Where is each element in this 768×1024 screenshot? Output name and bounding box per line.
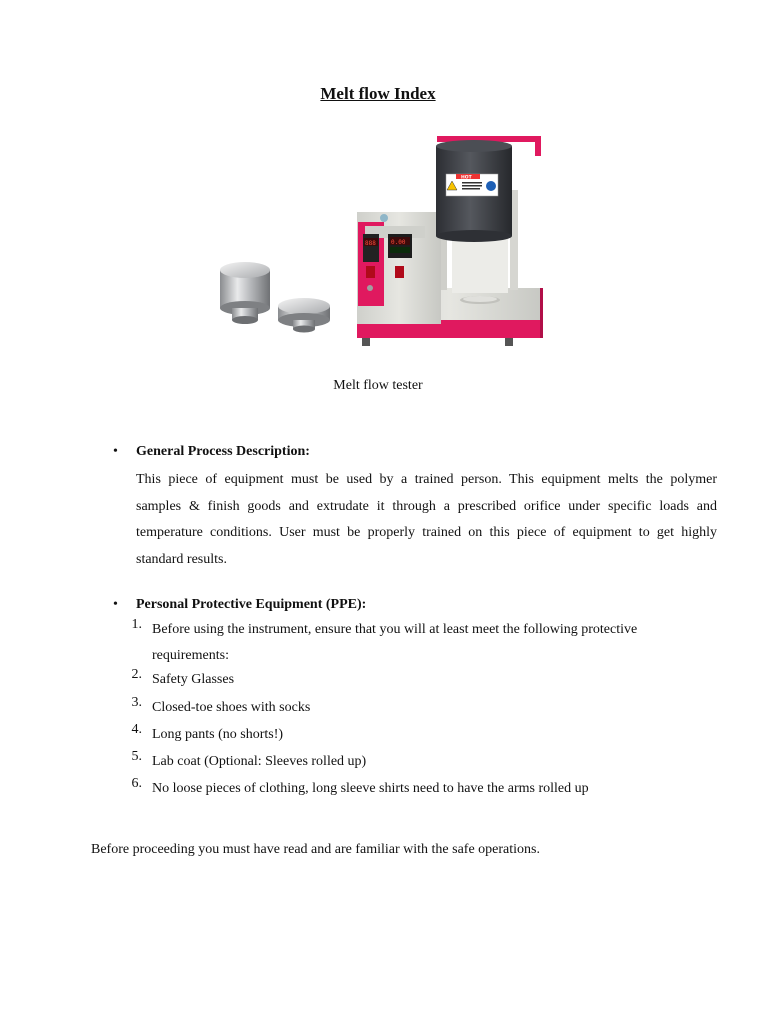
ppe-heading: Personal Protective Equipment (PPE): (136, 597, 367, 612)
document-title: Melt flow Index (320, 84, 436, 103)
list-number: 5. (131, 749, 142, 764)
list-text: Long pants (no shorts!) (152, 727, 284, 742)
svg-text:0.00: 0.00 (391, 239, 406, 246)
large-weight (220, 262, 270, 324)
bullet-icon: • (113, 597, 118, 612)
paragraph-line: standard results. (136, 551, 227, 567)
list-text: Lab coat (Optional: Sleeves rolled up) (152, 754, 367, 769)
list-number: 4. (131, 722, 142, 737)
general-process-paragraph (136, 472, 717, 578)
small-weight (278, 298, 330, 333)
info-circle-icon (486, 181, 496, 191)
list-text: No loose pieces of clothing, long sleeve shirts need to have the arms rolled up (152, 781, 589, 796)
hot-label-text: HOT (461, 175, 472, 181)
heater-cylinder (436, 140, 512, 242)
svg-text:888: 888 (365, 240, 376, 247)
figure-caption: Melt flow tester (333, 378, 423, 393)
paragraph-line: This piece of equipment must be used by a trained person. This equipment melts the polymer (136, 472, 717, 487)
list-number: 3. (131, 695, 142, 710)
list-number: 6. (131, 776, 142, 791)
bullet-icon: • (113, 444, 118, 459)
closing-statement: Before proceeding you must have read and are familiar with the safe operations. (91, 842, 540, 857)
paragraph-line: samples & finish goods and extrudate it through a prescribed orifice under specific loads and (136, 498, 717, 514)
list-number: 1. (131, 617, 142, 632)
paragraph-line: temperature conditions. User must be properly trained on this piece of equipment to get highly (136, 525, 717, 540)
list-text: Closed-toe shoes with socks (152, 700, 311, 715)
general-process-heading: General Process Description: (136, 444, 310, 459)
control-cabinet (357, 212, 441, 324)
list-text: Before using the instrument, ensure that you will at least meet the following protective requirements: (152, 622, 638, 663)
list-number: 2. (131, 667, 142, 682)
list-text: Safety Glasses (152, 672, 235, 687)
melt-flow-tester-image (212, 130, 550, 358)
